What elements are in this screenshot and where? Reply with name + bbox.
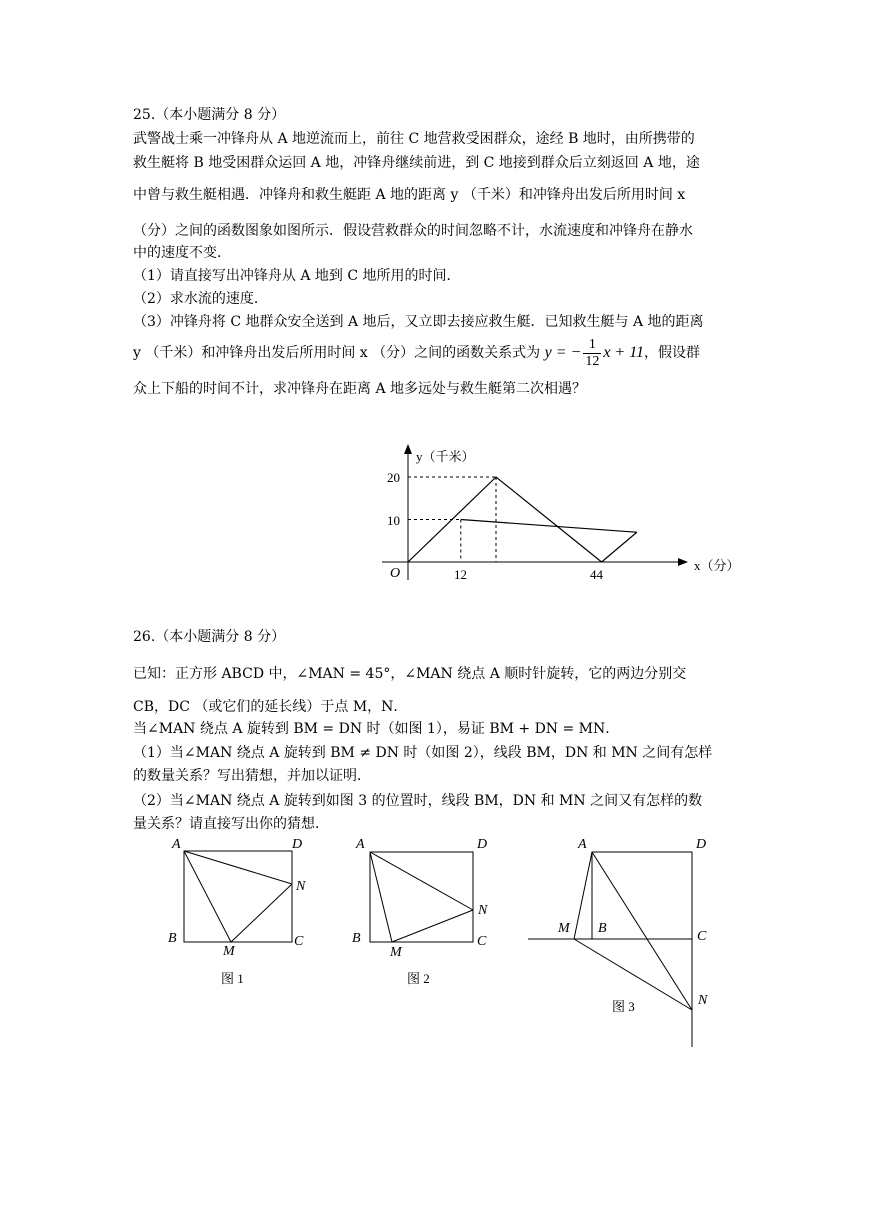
formula-lhs: y = − bbox=[544, 344, 582, 361]
formula-denominator: 12 bbox=[585, 353, 600, 369]
fig3-label-m: M bbox=[558, 921, 570, 936]
q25-part-1: （1）请直接写出冲锋舟从 A 地到 C 地所用的时间． bbox=[133, 268, 461, 284]
q25-line-3: 中曾与救生艇相遇．冲锋舟和救生艇距 A 地的距离 y （千米）和冲锋舟出发后所用时间 x bbox=[133, 187, 686, 203]
fig1-label-c: C bbox=[294, 934, 304, 949]
fig2-label-b: B bbox=[352, 931, 361, 946]
q25-line-1: 武警战士乘一冲锋舟从 A 地逆流而上，前往 C 地营救受困群众，途经 B 地时，由所携带的 bbox=[133, 131, 695, 147]
x-tick-label-12: 12 bbox=[454, 567, 467, 582]
fig3-label-b: B bbox=[598, 921, 607, 936]
fig3-label-a: A bbox=[578, 837, 587, 852]
fig2-segment-mn bbox=[392, 910, 473, 942]
y-axis-arrow bbox=[404, 444, 412, 454]
chart-group bbox=[382, 444, 740, 582]
y-axis-label: y（千米） bbox=[416, 449, 475, 464]
fig2-caption: 图 2 bbox=[407, 971, 430, 986]
q25-part-2: （2）求水流的速度． bbox=[133, 291, 268, 307]
fig1-segment-am bbox=[184, 851, 231, 942]
fig2-label-m: M bbox=[390, 945, 402, 960]
q25-line-2: 救生艇将 B 地受困群众运回 A 地，冲锋舟继续前进，到 C 地接到群众后立刻返回 A 地，途 bbox=[133, 155, 700, 171]
fig2-label-a: A bbox=[356, 837, 365, 852]
x-axis-arrow bbox=[678, 558, 688, 566]
fig2-segment-am bbox=[370, 852, 392, 942]
figure-1 bbox=[168, 837, 306, 986]
fig3-segment-an bbox=[592, 852, 692, 1010]
q25-part-3-text-b: ，假设群 bbox=[644, 345, 701, 361]
q26-line-3: 当∠MAN 绕点 A 旋转到 BM = DN 时（如图 1），易证 BM + DN = MN． bbox=[133, 721, 620, 737]
q25-line-5: 中的速度不变． bbox=[133, 245, 231, 261]
fig1-caption: 图 1 bbox=[221, 971, 244, 986]
series-line-1 bbox=[461, 520, 637, 533]
fig1-segment-an bbox=[184, 851, 292, 884]
q25-line-4: （分）之间的函数图象如图所示．假设营救群众的时间忽略不计，水流速度和冲锋舟在静水 bbox=[133, 223, 693, 239]
q26-part-2-line-1: （2）当∠MAN 绕点 A 旋转到如图 3 的位置时，线段 BM，DN 和 MN 之间又有怎样的数 bbox=[133, 793, 703, 809]
fig3-label-d: D bbox=[696, 837, 707, 852]
fig3-label-n: N bbox=[698, 993, 708, 1008]
q25-part-3-line-3: 众上下船的时间不计，求冲锋舟在距离 A 地多远处与救生艇第二次相遇？ bbox=[133, 381, 587, 397]
fig3-segment-am bbox=[574, 852, 592, 939]
q25-header: 25.（本小题满分 8 分） bbox=[133, 107, 286, 123]
x-axis-label: x（分） bbox=[694, 558, 740, 573]
x-tick-label-44: 44 bbox=[590, 567, 603, 582]
fig1-label-b: B bbox=[168, 931, 177, 946]
formula-rhs: x + 11 bbox=[603, 344, 645, 361]
formula-numerator: 1 bbox=[583, 337, 601, 354]
q26-line-1: 已知：正方形 ABCD 中，∠MAN = 45°，∠MAN 绕点 A 顺时针旋转，它的两边分别交 bbox=[133, 666, 687, 682]
y-tick-label-10: 10 bbox=[387, 513, 400, 528]
q26-part-1-line-1: （1）当∠MAN 绕点 A 旋转到 BM ≠ DN 时（如图 2），线段 BM，DN 和 MN 之间有怎样 bbox=[133, 745, 713, 761]
fig2-square bbox=[370, 852, 473, 942]
fig3-square bbox=[592, 852, 692, 939]
q25-part-3-line-1: （3）冲锋舟将 C 地群众安全送到 A 地后，又立即去接应救生艇．已知救生艇与 A 地的距离 bbox=[133, 314, 704, 330]
fig1-square bbox=[184, 851, 292, 942]
figure-3 bbox=[528, 837, 708, 1047]
fig1-segment-mn bbox=[231, 884, 292, 942]
origin-label: O bbox=[390, 566, 401, 581]
q26-part-2-line-2: 量关系？请直接写出你的猜想． bbox=[133, 816, 329, 832]
figure-2 bbox=[352, 837, 488, 986]
q26-part-1-line-2: 的数量关系？写出猜想，并加以证明． bbox=[133, 768, 371, 784]
fig1-label-m: M bbox=[223, 944, 235, 959]
fig1-label-a: A bbox=[172, 837, 181, 852]
fig2-label-c: C bbox=[477, 934, 487, 949]
fig2-label-d: D bbox=[477, 837, 488, 852]
fig1-label-n: N bbox=[296, 879, 306, 894]
fig2-segment-an bbox=[370, 852, 473, 910]
fig2-label-n: N bbox=[478, 903, 488, 918]
q25-part-3-text-a: y （千米）和冲锋舟出发后所用时间 x （分）之间的函数关系式为 bbox=[133, 345, 541, 361]
series-line-0 bbox=[408, 477, 602, 562]
fig3-caption: 图 3 bbox=[612, 999, 635, 1014]
series-connector bbox=[602, 532, 637, 562]
q26-header: 26.（本小题满分 8 分） bbox=[133, 629, 286, 645]
y-tick-label-20: 20 bbox=[387, 470, 400, 485]
q26-line-2: CB，DC （或它们的延长线）于点 M，N． bbox=[133, 699, 408, 715]
fig3-label-c: C bbox=[697, 929, 707, 944]
fig1-label-d: D bbox=[292, 837, 303, 852]
